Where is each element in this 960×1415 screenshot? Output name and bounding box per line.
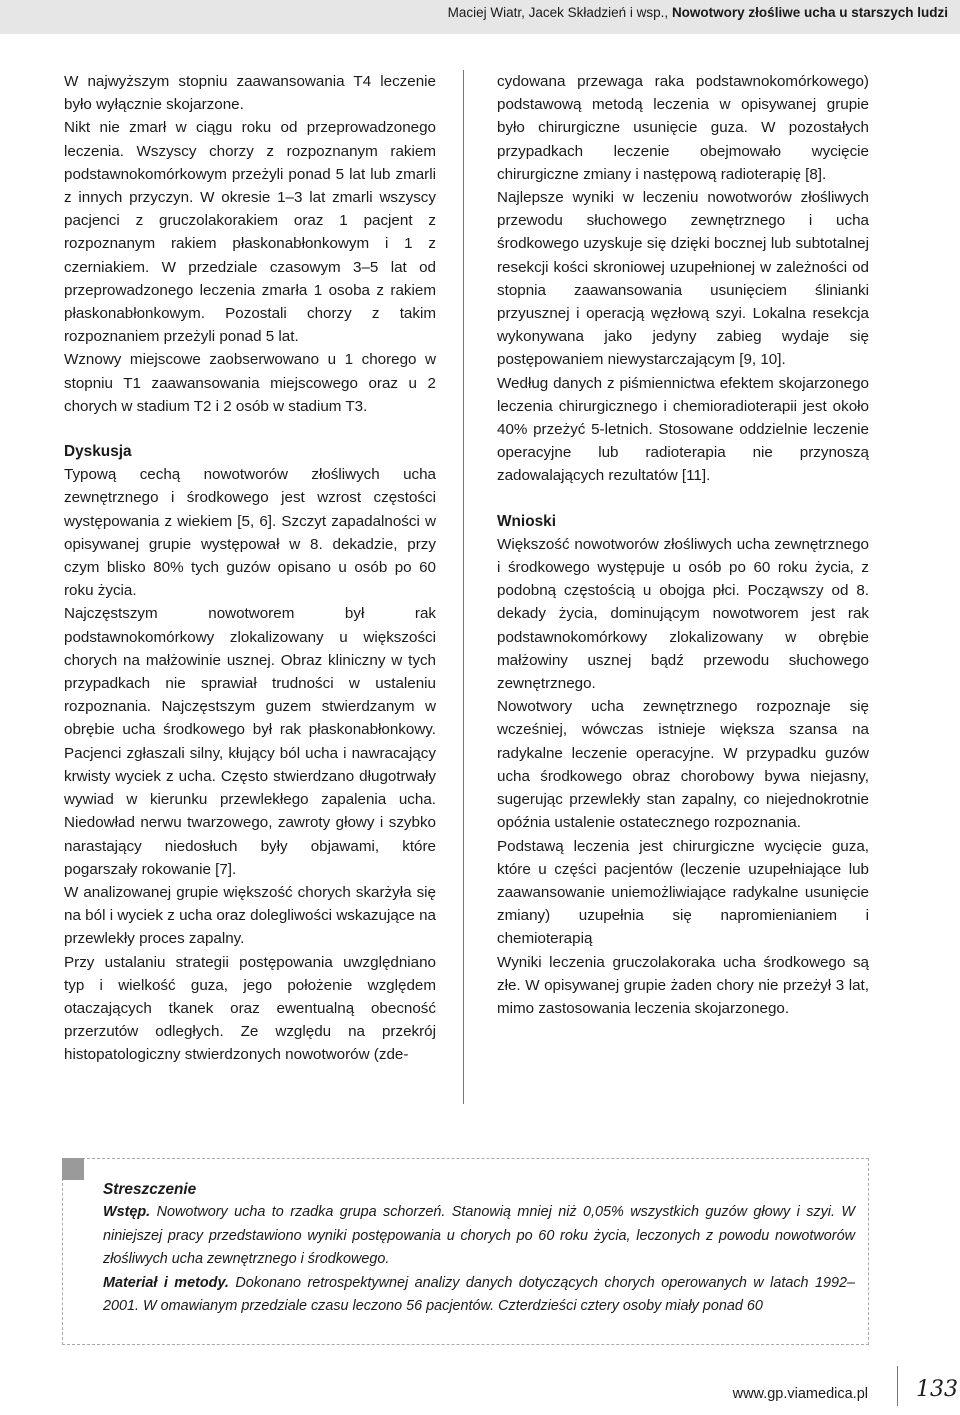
left-paragraph-5: Najczęstszym nowotworem był rak podstawnokomórkowy zlokalizowany u większości chorych na małżowinie usznej. Obraz kliniczny w tych przypadkach nie sprawiał trudności w ustaleniu rozpoznania. Najczęstszym guzem stwierdzanym w obrębie ucha środkowego był rak płaskonabłonkowy. Pacjenci zgłaszali silny, kłujący ból ucha i nawracający krwisty wyciek z ucha. Często stwierdzano długotrwały wywiad w kierunku przewlekłego zapalenia ucha. Niedowład nerwu twarzowego, zawroty głowy i szybko narastający niedosłuch były objawami, które pogarszały rokowanie [7]. (64, 605, 436, 878)
section-heading-dyskusja: Dyskusja (64, 443, 132, 461)
header-authors: Maciej Wiatr, Jacek Składzień i wsp. (447, 5, 665, 20)
abstract-intro-text: Nowotwory ucha to rzadka grupa schorzeń. Stanowią mniej niż 0,05% wszystkich guzów głowy i szyi. W niniejszej pracy przedstawiono wyniki postępowania u chorych po 60 roku życia, leczonych z powodu nowotworów złośliwych ucha zewnętrznego i środkowego. (103, 1204, 855, 1268)
right-paragraph-7: Wyniki leczenia gruczolakoraka ucha środkowego są złe. W opisywanej grupie żaden chory nie przeżył 3 lat, mimo zastosowania leczenia skojarzonego. (497, 953, 869, 1017)
running-header-text (448, 5, 948, 20)
right-paragraph-4: Większość nowotworów złośliwych ucha zewnętrznego i środkowego występuje u osób po 60 roku życia, z podobną częstością u obojga płci. Począwszy od 8. dekady życia, dominującym nowotworem jest rak podstawnokomórkowy zlokalizowany w obrębie małżowiny usznej bądź przewodu słuchowego zewnętrznego. (497, 535, 869, 693)
abstract-intro-label: Wstęp. (103, 1204, 151, 1220)
right-paragraph-3: Według danych z piśmiennictwa efektem skojarzonego leczenia chirurgicznego i chemioradioterapii jest około 40% przeżyć 5-letnich. Stosowane oddzielnie leczenie operacyjne lub radioterapia nie przynoszą zadowalających rezultatów [11]. (497, 374, 869, 485)
right-paragraph-1: cydowana przewaga raka podstawnokomórkowego) podstawową metodą leczenia w opisywanej grupie było chirurgiczne usunięcie guza. W pozostałych przypadkach leczenie obejmowało wycięcie chirurgiczne zmiany i następową radioterapię [8]. (497, 73, 869, 183)
running-header (0, 0, 960, 34)
abstract-methods (103, 1272, 855, 1319)
left-paragraph-4: Typową cechą nowotworów złośliwych ucha zewnętrznego i środkowego jest wzrost częstości występowania z wiekiem [5, 6]. Szczyt zapadalności w opisywanej grupie występował w 8. dekadzie, przy czym blisko 80% tych guzów opisano u osób po 60 roku życia. (64, 466, 436, 600)
section-heading-wnioski: Wnioski (497, 512, 556, 530)
abstract-corner-square (62, 1158, 84, 1180)
right-paragraph-6: Podstawą leczenia jest chirurgiczne wycięcie guza, które u części pacjentów (leczenie uzupełniające lub zaawansowanie uniemożliwiające radykalne usunięcie zmiany) uzupełnia się napromienianiem i chemioterapią (497, 837, 869, 948)
left-column (64, 70, 436, 1067)
left-paragraph-3: Wznowy miejscowe zaobserwowano u 1 chorego w stopniu T1 zaawansowania miejscowego oraz u 2 chorych w stadium T2 i 2 osób w stadium T3. (64, 351, 436, 415)
abstract-methods-label: Materiał i metody. (103, 1274, 229, 1291)
page-number: 133 (916, 1377, 958, 1402)
left-paragraph-7: Przy ustalaniu strategii postępowania uwzględniano typ i wielkość guza, jego położenie względem otaczających tkanek oraz ewentualną obecność przerzutów odległych. Ze względu na przekrój histopatologiczny stwierdzonych nowotworów (zde- (64, 953, 436, 1064)
abstract-content (103, 1179, 855, 1319)
header-title: Nowotwory złośliwe ucha u starszych ludzi (671, 5, 948, 20)
abstract-box (62, 1158, 869, 1345)
abstract-methods-text: Dokonano retrospektywnej analizy danych dotyczących chorych operowanych w latach 1992–2001. W omawianym przedziale czasu leczono 56 pacjentów. Czterdzieści cztery osoby miały ponad 60 (103, 1274, 856, 1315)
column-divider (463, 70, 464, 1104)
left-paragraph-6: W analizowanej grupie większość chorych skarżyła się na ból i wyciek z ucha oraz dolegliwości wskazujące na przewlekły proces zapalny. (64, 883, 436, 948)
left-paragraph-1: W najwyższym stopniu zaawansowania T4 leczenie było wyłącznie skojarzone. (64, 73, 436, 114)
right-paragraph-2: Najlepsze wyniki w leczeniu nowotworów złośliwych przewodu słuchowego zewnętrznego i ucha środkowego uzyskuje się dzięki bocznej lub subtotalnej resekcji kości skroniowej uzupełnionej w zależności od stopnia zaawansowania usunięciem ślinianki przyusznej i operacją węzłową szyi. Lokalna resekcja wykonywana jako jedyny zabieg wydaje się postępowaniem niewystarczającym [9, 10]. (497, 189, 869, 369)
journal-url[interactable]: www.gp.viamedica.pl (732, 1386, 868, 1402)
header-separator: , (664, 5, 672, 20)
abstract-heading: Streszczenie (103, 1181, 197, 1198)
right-paragraph-5: Nowotwory ucha zewnętrznego rozpoznaje się wcześniej, wówczas istnieje większa szansa na radykalne leczenie operacyjne. W przypadku guzów ucha środkowego obraz chorobowy bywa niejasny, sugerując przewlekły stan zapalny, co niejednokrotnie opóźnia ustalenie ostatecznego rozpoznania. (497, 698, 869, 832)
left-paragraph-2: Nikt nie zmarł w ciągu roku od przeprowadzonego leczenia. Wszyscy chorzy z rozpoznanym rakiem podstawnokomórkowym przeżyli ponad 5 lat lub zmarli z innych przyczyn. W okresie 1–3 lat zmarli wszyscy pacjenci z gruczolakorakiem oraz 1 pacjent z rozpoznanym rakiem płaskonabłonkowym i 1 z czerniakiem. W przedziale czasowym 3–5 lat od przeprowadzonego leczenia zmarła 1 osoba z rakiem płaskonabłonkowym. Pozostali chorzy z takim rozpoznaniem przeżyli ponad 5 lat. (64, 119, 436, 346)
abstract-intro (103, 1201, 855, 1272)
footer-divider (897, 1366, 898, 1406)
right-column (497, 70, 869, 1020)
